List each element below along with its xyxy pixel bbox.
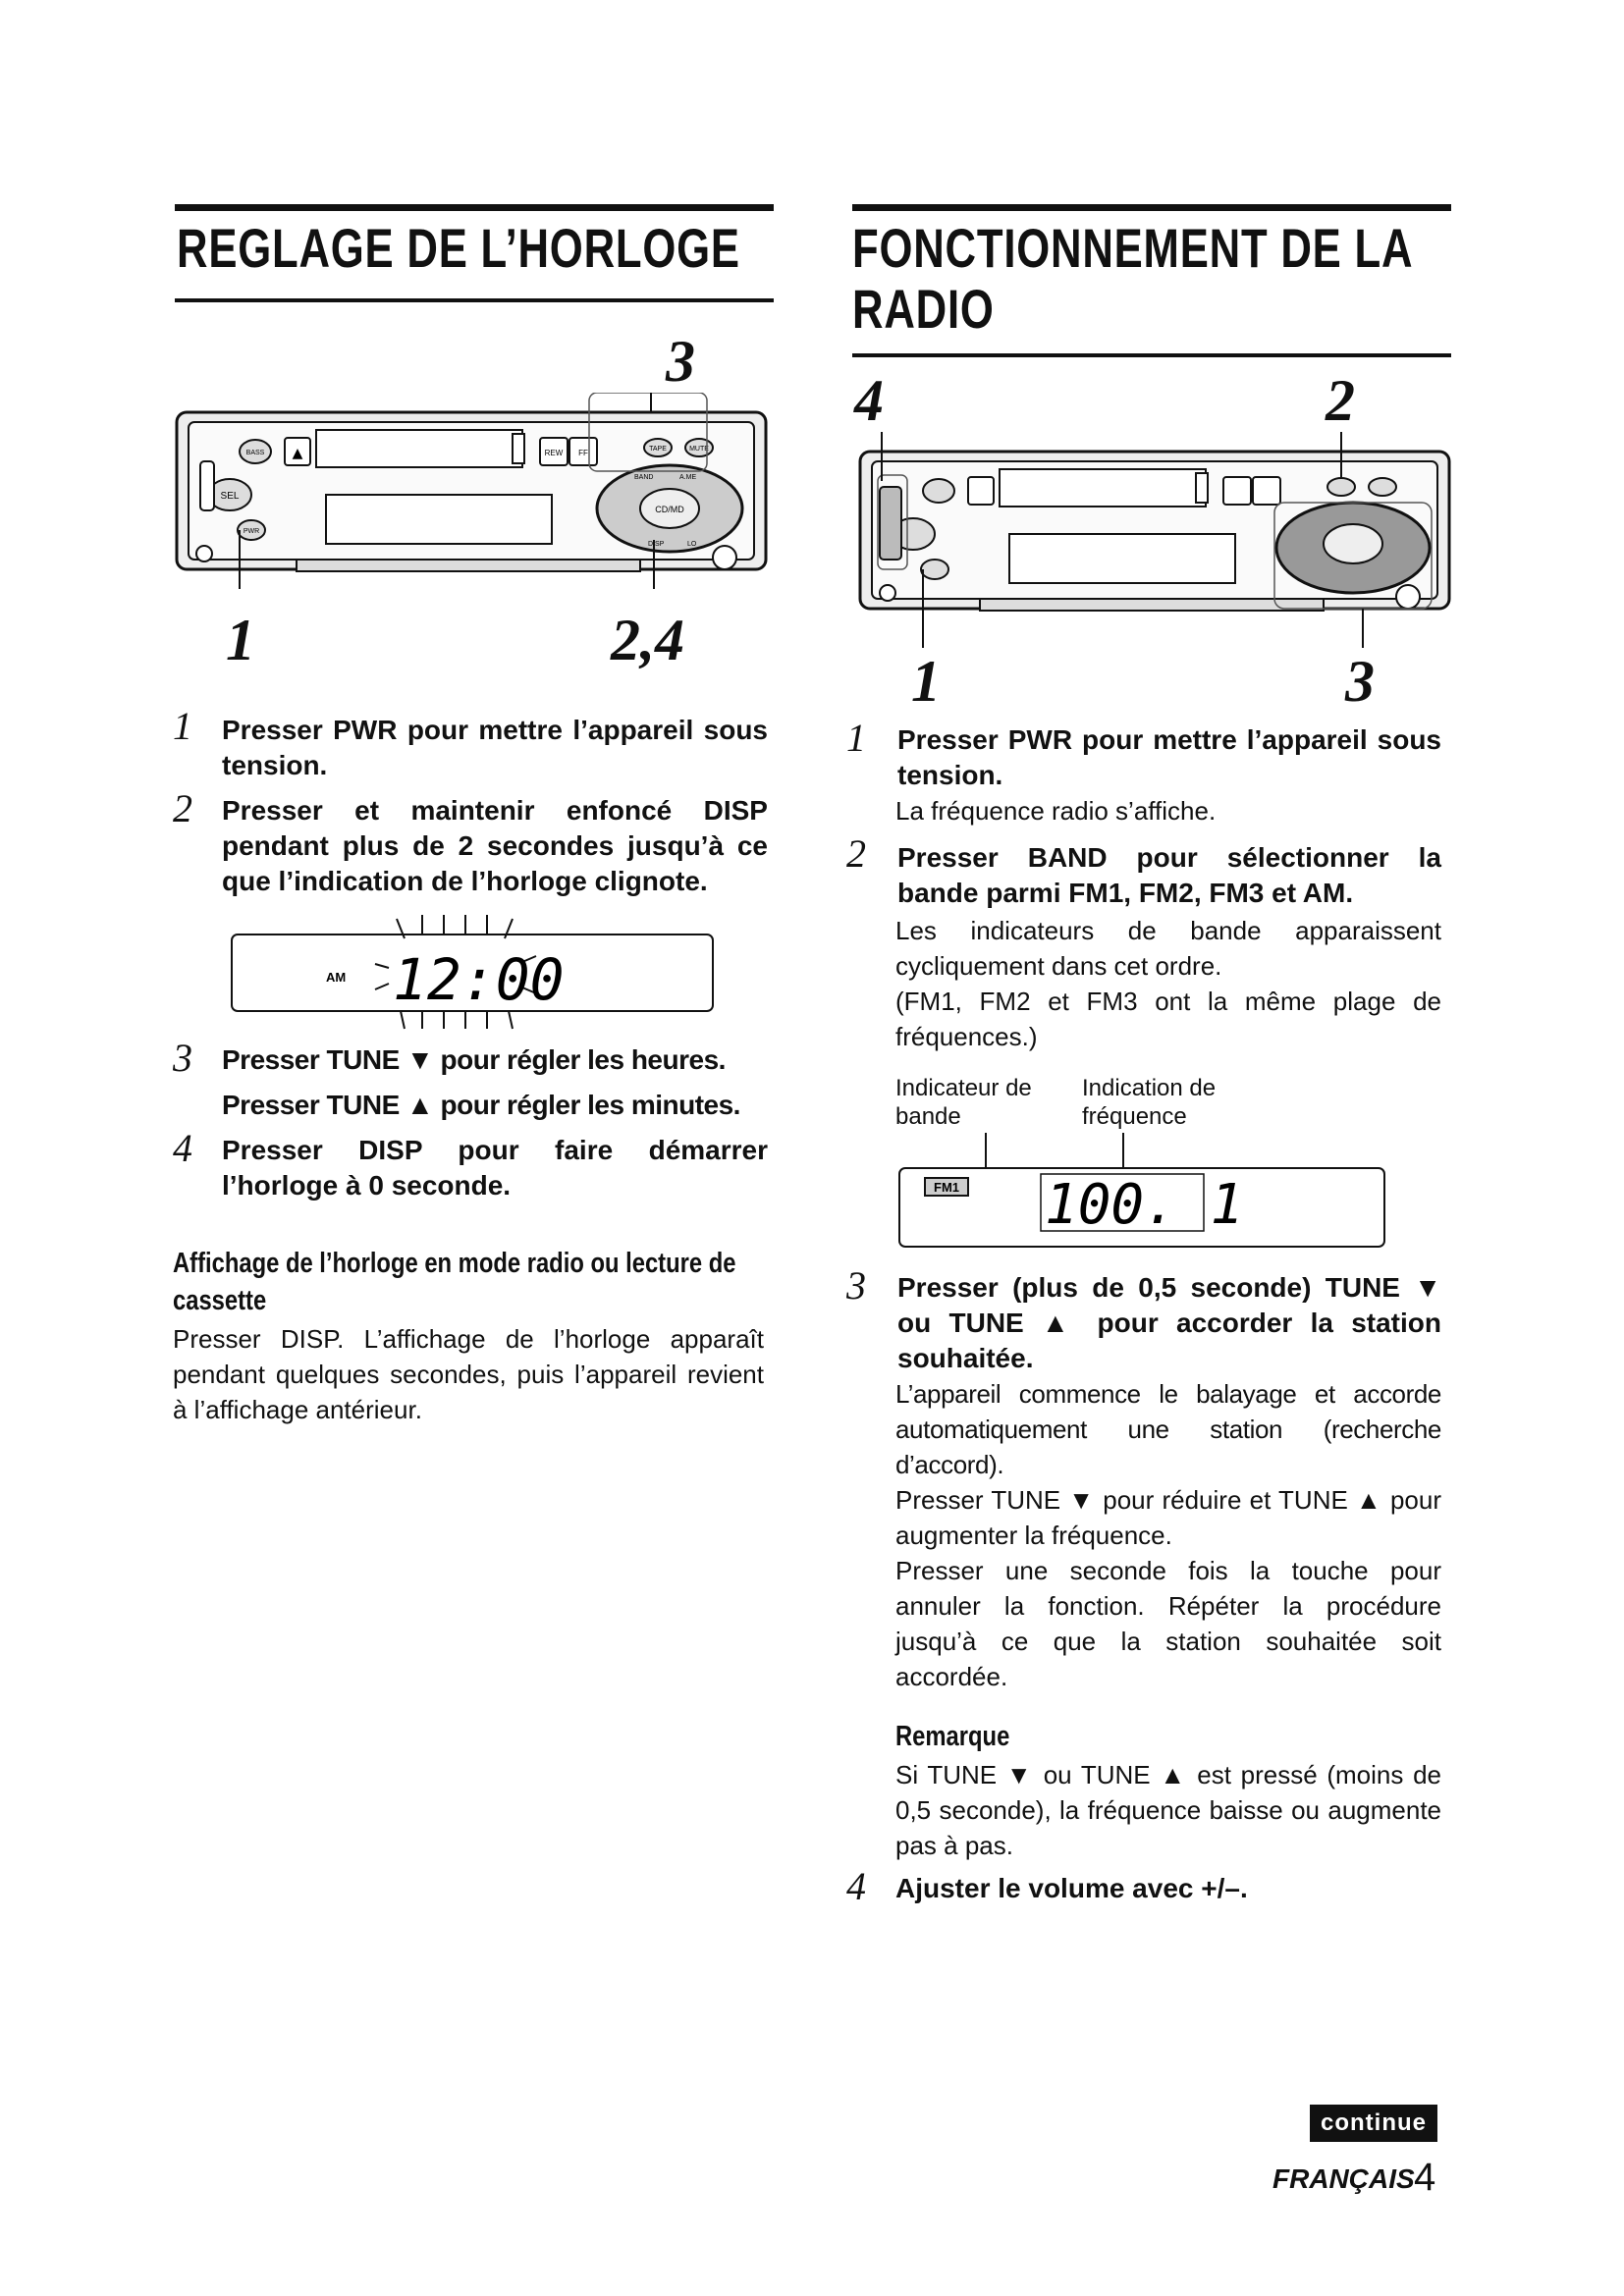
page-number: 4 <box>1414 2156 1436 2199</box>
left-step-2-number: 2 <box>173 786 192 830</box>
left-step-4-number: 4 <box>173 1126 192 1170</box>
left-step-3-text: Presser TUNE ▼ pour régler les heures. <box>222 1044 726 1075</box>
left-section-title: REGLAGE DE L’HORLOGE <box>177 217 740 279</box>
car-stereo-illustration-right <box>852 432 1461 648</box>
right-callout-1: 1 <box>911 649 941 714</box>
right-step-4-text: Ajuster le volume avec +/–. <box>895 1873 1248 1903</box>
right-step-3-body-2: Presser TUNE ▼ pour réduire et TUNE ▲ pour augmenter la fréquence. <box>895 1485 1441 1550</box>
band-indicator-label: Indicateur de bande <box>895 1075 1032 1130</box>
right-step-2-body: Les indicateurs de bande apparaissent cycliquement dans cet ordre. <box>895 916 1441 981</box>
car-stereo-illustration-left <box>169 393 778 589</box>
svg-text:▲: ▲ <box>292 446 303 461</box>
right-step-2-body-2: (FM1, FM2 et FM3 ont la même plage de fréquences.) <box>895 987 1441 1051</box>
frequency-display-illustration <box>895 1127 1388 1255</box>
left-step-4-text: Presser DISP pour faire démarrer l’horloge à 0 seconde. <box>222 1135 768 1201</box>
left-callout-2-4: 2,4 <box>611 608 684 672</box>
rew-label: REW <box>544 449 564 457</box>
right-step-3-number: 3 <box>846 1263 866 1308</box>
left-step-2-text: Presser et maintenir enfoncé DISP pendant plus de 2 secondes jusqu’à ce que l’indication de l’horloge clignote. <box>222 795 768 896</box>
right-step-2-text: Presser BAND pour sélectionner la bande parmi FM1, FM2, FM3 et AM. <box>897 842 1441 908</box>
ff-label: FF <box>578 449 588 457</box>
right-title-bottom-rule <box>852 353 1451 357</box>
right-step-3-body: L’appareil commence le balayage et accorde automatiquement une station (recherche d’accord). <box>895 1379 1441 1479</box>
right-callout-3: 3 <box>1345 649 1375 714</box>
frequency-indication-label: Indication de fréquence <box>1082 1075 1217 1130</box>
right-section-title-line2: RADIO <box>852 278 995 340</box>
lo-label: LO <box>687 541 697 548</box>
sel-label: SEL <box>220 491 240 502</box>
left-title-top-rule <box>175 204 774 211</box>
mute-label: MUTE <box>689 446 709 453</box>
right-step-1-text: Presser PWR pour mettre l’appareil sous tension. <box>897 724 1441 790</box>
right-callout-2: 2 <box>1326 368 1355 433</box>
ame-label: A.ME <box>679 474 697 481</box>
cdmd-label: CD/MD <box>655 505 684 514</box>
left-callout-1: 1 <box>226 608 255 672</box>
right-callout-4: 4 <box>854 368 884 433</box>
clock-display-illustration <box>228 913 719 1031</box>
right-step-2-number: 2 <box>846 831 866 876</box>
right-title-top-rule <box>852 204 1451 211</box>
band-indicator-readout: FM1 <box>934 1180 959 1195</box>
remark-title: Remarque <box>895 1721 1010 1752</box>
left-step-1-text: Presser PWR pour mettre l’appareil sous tension. <box>222 715 768 780</box>
disp-label: DISP <box>648 541 665 548</box>
right-step-3-text: Presser (plus de 0,5 seconde) TUNE ▼ ou TUNE ▲ pour accorder la station souhaitée. <box>897 1272 1441 1373</box>
continue-badge: continue <box>1310 2105 1437 2142</box>
left-step-3-text-b: Presser TUNE ▲ pour régler les minutes. <box>222 1090 740 1120</box>
band-label: BAND <box>634 474 654 481</box>
remark-body: Si TUNE ▼ ou TUNE ▲ est pressé (moins de 0,5 seconde), la fréquence baisse ou augmente pas à pas. <box>895 1760 1441 1860</box>
right-section-title-line1: FONCTIONNEMENT DE LA <box>852 217 1414 279</box>
bass-label: BASS <box>245 450 265 456</box>
left-step-3-number: 3 <box>173 1036 192 1080</box>
left-step-1-number: 1 <box>173 704 192 748</box>
clock-am-indicator: AM <box>326 970 347 985</box>
left-subsection-body: Presser DISP. L’affichage de l’horloge apparaît pendant quelques secondes, puis l’appareil revient à l’affichage antérieur. <box>173 1324 764 1424</box>
tape-label: TAPE <box>649 446 667 453</box>
left-title-bottom-rule <box>175 298 774 302</box>
pwr-label: PWR <box>243 528 260 535</box>
left-callout-3: 3 <box>666 329 695 394</box>
right-step-1-body: La fréquence radio s’affiche. <box>895 796 1217 826</box>
left-subsection-title: Affichage de l’horloge en mode radio ou lecture de cassette <box>173 1248 736 1316</box>
footer-language: FRANÇAIS <box>1272 2163 1415 2194</box>
right-step-4-number: 4 <box>846 1864 866 1908</box>
clock-time-readout: 12:00 <box>393 946 565 1013</box>
right-step-3-body-3: Presser une seconde fois la touche pour annuler la fonction. Répéter la procédure jusqu’à ce que la station souhaitée soit accordée. <box>895 1556 1441 1691</box>
frequency-readout: 100. 1 <box>1045 1173 1244 1237</box>
right-step-1-number: 1 <box>846 716 866 760</box>
